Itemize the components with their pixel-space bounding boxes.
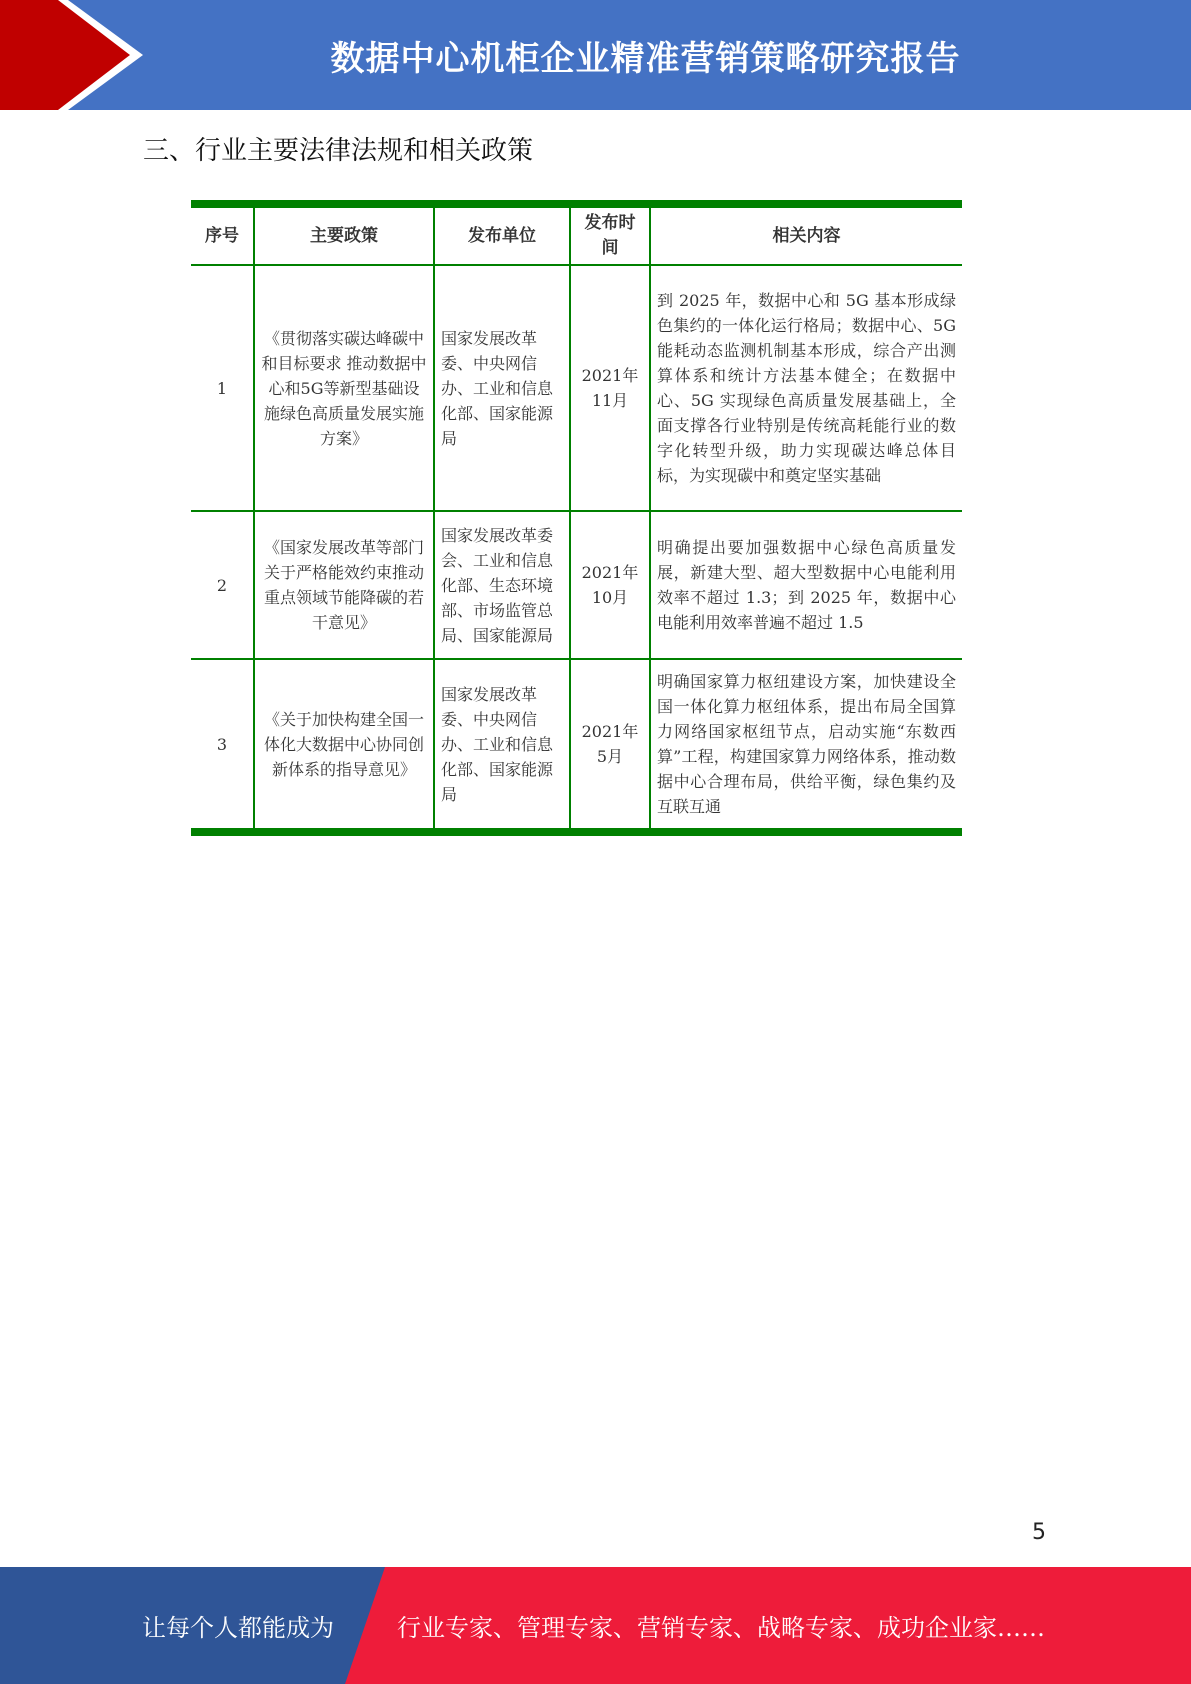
column-header-no: 序号 xyxy=(191,204,254,265)
row-number: 2 xyxy=(191,511,254,659)
section-heading: 三、行业主要法律法规和相关政策 xyxy=(143,136,534,166)
issuing-agency: 国家发展改革委、中央网信办、工业和信息化部、国家能源局 xyxy=(434,659,570,832)
policy-content: 到 2025 年，数据中心和 5G 基本形成绿色集约的一体化运行格局；数据中心、5G 能耗动态监测机制基本形成，综合产出测算体系和统计方法基本健全；在数据中心、5G 实现绿色高质量发展基础上，全面支撑各行业特别是传统高耗能行业的数字化转型升级，助力实现碳达峰总体目标，为实现碳中和奠定坚实基础 xyxy=(650,265,962,511)
table-row xyxy=(191,659,962,832)
header-chevron-icon xyxy=(0,0,150,110)
issue-date: 2021年11月 xyxy=(570,265,650,511)
column-header-policy: 主要政策 xyxy=(254,204,434,265)
table-row xyxy=(191,265,962,511)
policy-content: 明确提出要加强数据中心绿色高质量发展，新建大型、超大型数据中心电能利用效率不超过 1.3；到 2025 年，数据中心电能利用效率普遍不超过 1.5 xyxy=(650,511,962,659)
footer-slogan-right: 行业专家、管理专家、营销专家、战略专家、成功企业家…… xyxy=(397,1614,1045,1642)
issuing-agency: 国家发展改革委、中央网信办、工业和信息化部、国家能源局 xyxy=(434,265,570,511)
row-number: 1 xyxy=(191,265,254,511)
footer-slogan-left: 让每个人都能成为 xyxy=(142,1614,334,1642)
table-row xyxy=(191,511,962,659)
page-footer xyxy=(0,1567,1191,1684)
page-header xyxy=(0,0,1191,110)
policy-name: 《关于加快构建全国一体化大数据中心协同创新体系的指导意见》 xyxy=(254,659,434,832)
policy-table xyxy=(191,200,962,836)
row-number: 3 xyxy=(191,659,254,832)
issue-date: 2021年5月 xyxy=(570,659,650,832)
report-title: 数据中心机柜企业精准营销策略研究报告 xyxy=(330,38,961,79)
issuing-agency: 国家发展改革委会、工业和信息化部、生态环境部、市场监管总局、国家能源局 xyxy=(434,511,570,659)
page-number: 5 xyxy=(1032,1520,1046,1545)
column-header-content: 相关内容 xyxy=(650,204,962,265)
issue-date: 2021年10月 xyxy=(570,511,650,659)
table-header-row xyxy=(191,204,962,265)
policy-name: 《国家发展改革等部门关于严格能效约束推动重点领域节能降碳的若干意见》 xyxy=(254,511,434,659)
column-header-date: 发布时间 xyxy=(570,204,650,265)
column-header-issuer: 发布单位 xyxy=(434,204,570,265)
policy-content: 明确国家算力枢纽建设方案，加快建设全国一体化算力枢纽体系，提出布局全国算力网络国家枢纽节点，启动实施“东数西算”工程，构建国家算力网络体系，推动数据中心合理布局，供给平衡，绿色集约及互联互通 xyxy=(650,659,962,832)
policy-name: 《贯彻落实碳达峰碳中和目标要求 推动数据中心和5G等新型基础设施绿色高质量发展实施方案》 xyxy=(254,265,434,511)
